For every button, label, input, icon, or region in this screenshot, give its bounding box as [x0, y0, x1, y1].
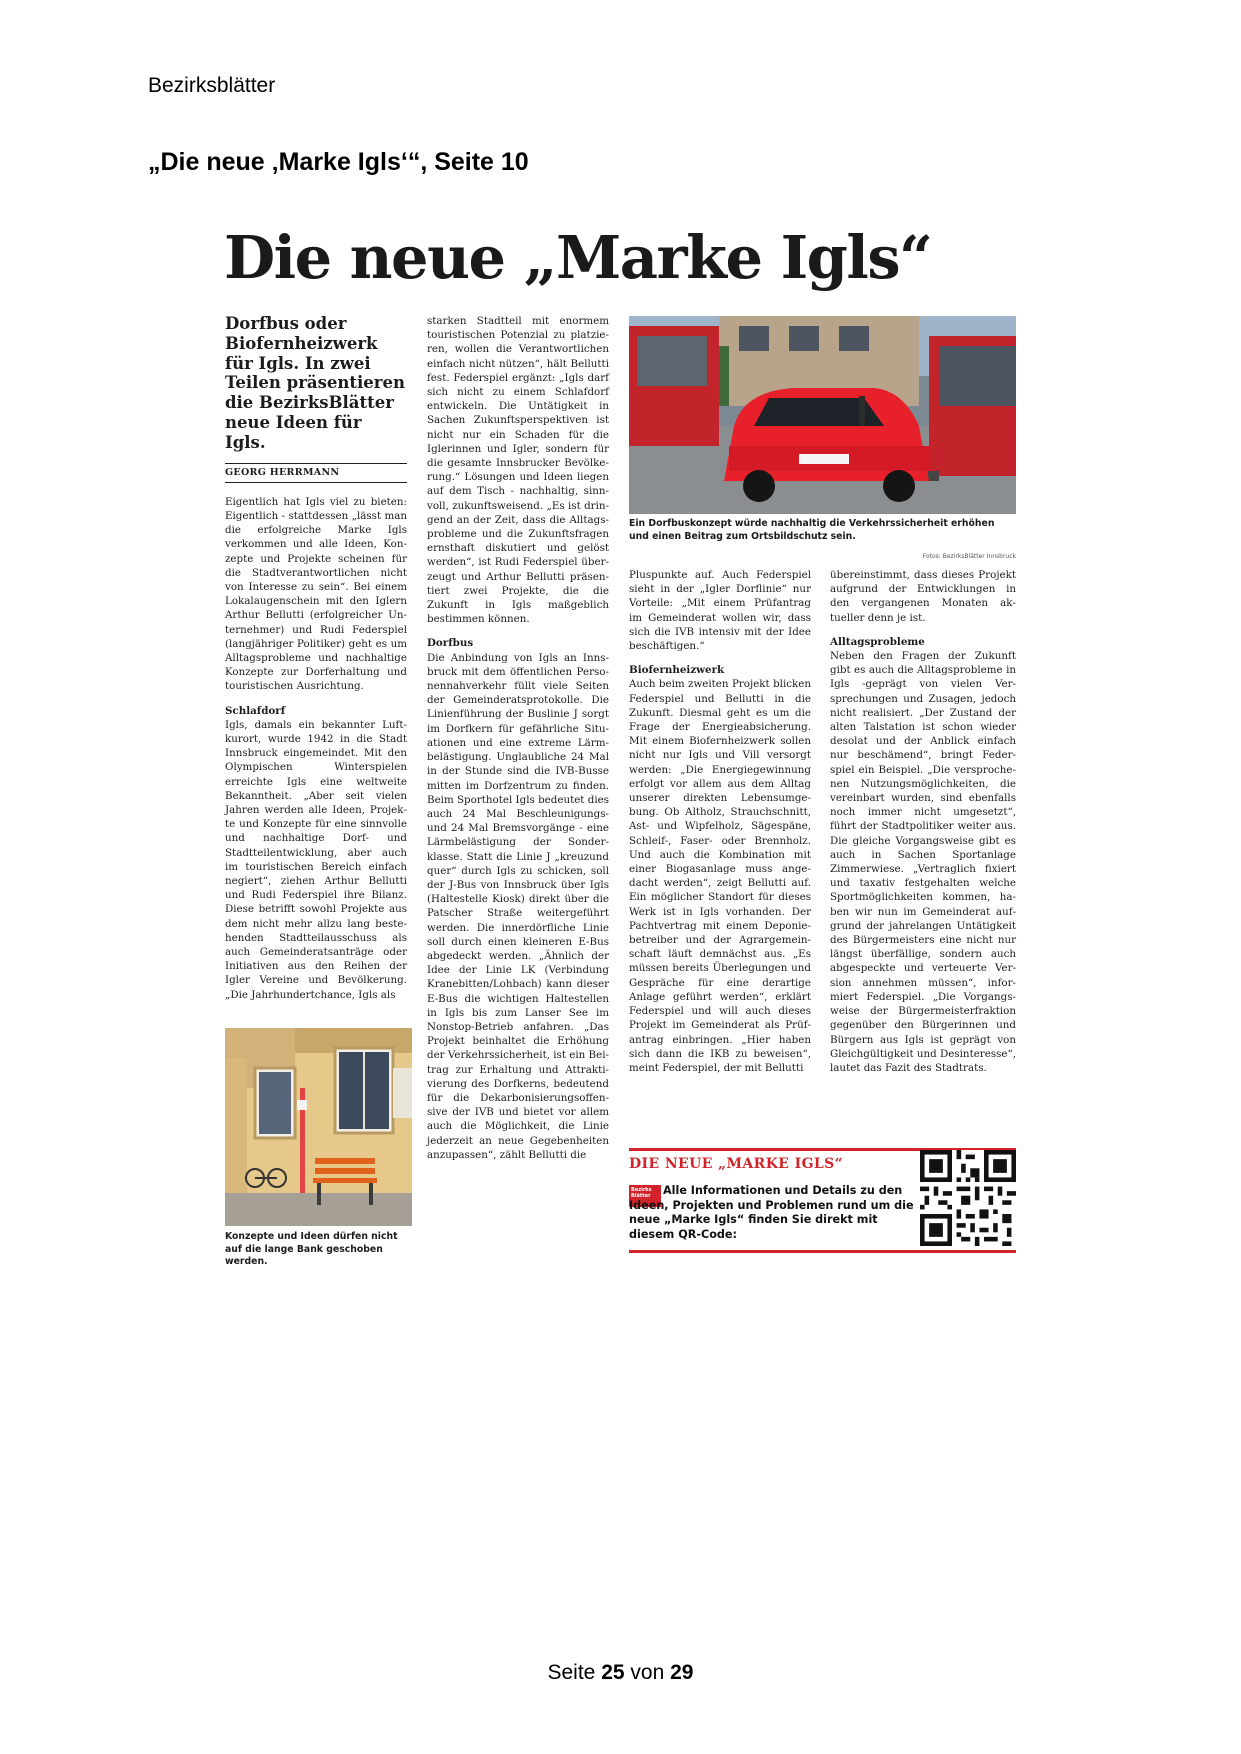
subheading-dorfbus: Dorfbus [427, 637, 474, 650]
infobox-title: DIE NEUE „MARKE IGLS“ [629, 1156, 844, 1172]
bezirksblaetter-logo: Bezirks Blätter [629, 1185, 661, 1207]
street-photo-caption: Ein Dorfbuskonzept würde nachhaltig die Verkehrssicherheit erhöhen und einen Beitrag zum Ortsbildschutz sein. [629, 518, 995, 542]
bench-photo [225, 1028, 412, 1226]
paragraph: Igls, damals ein bekannter Luftkurort, wurde 1942 in die Stadt Innsbruck eingemeindet. Mit den Olympischen Winterspielen erreichte Igls eine weltweite Bekanntheit. „Aber seit vielen Jahren werden alle Ideen, Projekte und Konzepte für eine sinnvolle und nachhaltige Dorf- und Stadtteilentwicklung, aber auch im touristischen Bereich einfach negiert“, ziehen Arthur Bellutti und Rudi Federspiel ihre Bilanz. Diese betrifft sowohl Projekte aus dem nicht mehr allzu lang bestehenden Stadtteilausschuss als auch Gemeinderatsanträge oder Initiativen aus den Reihen der Igler Vereine und Bevölkerung. „Die Jahrhundertchance, Igls als [225, 718, 407, 1001]
paragraph: Eigentlich hat Igls viel zu bieten: Eigentlich - stattdessen „lässt man die erfolgreiche Marke Igls verkommen und alle Ideen, Konzepte und Projekte scheinen für die Stadtverantwortlichen nicht von Interesse zu sein“. Bei einem Lokalaugenschein mit den Iglern Arthur Bellutti (erfolgreicher Unternehmer) und Rudi Federspiel (langjähriger Politiker) geht es um Alltagsprobleme und nachhaltige Konzepte zur Dorferhaltung und touristischen Ausrichtung. [225, 495, 407, 693]
article-lead: Dorfbus oder Biofernheizwerk für Igls. In zwei Teilen präsentieren die BezirksBlätter neue Ideen für Igls. [225, 314, 405, 452]
infobox-bottom-rule [629, 1250, 1016, 1253]
photo-credit: Fotos: BezirksBlätter Innsbruck [922, 553, 1016, 560]
newspaper-clipping [220, 223, 1020, 1273]
infobox-text: Alle Informationen und Details zu den Ideen, Projekten und Problemen rund um die neue „Marke Igls“ finden Sie direkt mit diesem QR-Code: [629, 1184, 914, 1241]
article-reference: „Die neue ‚Marke Igls‘“, Seite 10 [148, 148, 529, 176]
paragraph: Neben den Fragen der Zukunft gibt es auch die Alltagsprobleme in Igls -geprägt von vielen Versprechungen und Zusagen, jedoch nicht realisiert. „Der Zustand der alten Talstation ist schon wieder desolat und der Anblick einfach nur beschämend“, bringt Federspiel ein Beispiel. „Die versprochenen Nutzungsmöglichkeiten, die vereinbart wurden, sind ebenfalls noch immer nicht umgesetzt“, führt der Stadtpolitiker weiter aus. Die gleiche Vorgangsweise gibt es auch in Sachen Sportanlage Zimmerwiese. „Vertraglich fixiert und taxativ festgehalten welche Sportmöglichkeiten kommen, haben wir nun im Gemeinderat aufgrund der jahrelangen Untätigkeit des Bürgermeisters eine nicht nur längst überfällige, sondern auch abgespeckte und verteuerte Version annehmen müssen“, informiert Federspiel. „Die Vorgangsweise der Bürgermeisterfraktion gegenüber den Bürgerinnen und Bürgern aus Igls ist geprägt von Gleichgültigkeit und Desinteresse“, lautet das Fazit des Stadtrats. [830, 650, 1017, 1074]
paragraph: Pluspunkte auf. Auch Federspiel sieht in der „Igler Dorflinie“ nur Vorteile: „Mit einem Prüfantrag im Gemeinderat wollen wir, dass sich die IVB intensiv mit der Idee beschäftigen.“ [629, 569, 811, 653]
qr-code[interactable] [920, 1150, 1016, 1246]
subheading-schlafdorf: Schlafdorf [225, 704, 286, 717]
subheading-biofernheizwerk: Biofernheizwerk [629, 664, 725, 677]
paragraph: starken Stadtteil mit enormem touristischen Potenzial zu platzieren, wollen die Verantwortlichen einfach nicht nützen“, hält Bellutti fest. Federspiel ergänzt: „Igls darf sich nicht zu einem Schlafdorf entwickeln. Die Untätigkeit in Sachen Zukunftsperspektiven ist nicht nur ein Schaden für die Iglerinnen und Igler, sondern für die gesamte Innsbrucker Bevölkerung.“ Lösungen und Ideen liegen auf dem Tisch - nachhaltig, sinnvoll, zukunftsweisend. „Es ist dringend an der Zeit, dass die Alltagsprobleme und die Zukunftsfragen ernsthaft diskutiert und gelöst werden“, ist Rudi Federspiel überzeugt und Arthur Bellutti präsentiert zwei Projekte, die die Zukunft in Igls maßgeblich bestimmen können. [427, 315, 609, 626]
author-byline: GEORG HERRMANN [225, 463, 407, 483]
paragraph: Auch beim zweiten Projekt blicken Federspiel und Bellutti in die Zukunft. Diesmal geht es um die Frage der Energieabsicherung. Mit einem Biofernheizwerk sollen nicht nur Igls und Vill versorgt werden: „Die Energiegewinnung erfolgt vor allem aus dem Alltag unserer direkten Lebensumgebung. Ob Altholz, Strauchschnitt, Ast- und Wipfelholz, Sägespäne, Schleif-, Faser- oder Brennholz. Und auch die Kombination mit einer Biogasanlage muss angedacht werden“, zeigt Bellutti auf. Ein möglicher Standort für dieses Werk ist in Igls vorhanden. Der Pachtvertrag mit einem Deponiebetreiber und der Agrargemeinschaft läuft demnächst aus. „Es müssen bereits Überlegungen und Gespräche für eine derartige Anlage geführt werden“, erklärt Federspiel und will auch dieses Projekt im Gemeinderat als Prüfantrag einbringen. „Hier haben sich dann die IKB zu beweisen“, meint Federspiel, der mit Bellutti [629, 678, 811, 1074]
page-footer: Seite 25 von 29 [547, 1661, 694, 1684]
paragraph: Die Anbindung von Igls an Innsbruck mit dem öffentlichen Personennahverkehr füllt viele Seiten der Gemeinderatsprotokolle. Die Linienführung der Buslinie J sorgt im Dorfkern für gefährliche Situationen und eine extreme Lärmbelästigung. Unglaubliche 24 Mal in der Stunde sind die IVB-Busse mitten im Dorfzentrum zu finden. Beim Sporthotel Igls bedeutet dies auch 24 Mal Beschleunigungs- und 24 Mal Bremsvorgänge - eine Lärmbelästigung der Sonderklasse. Statt die Linie J „kreuzund quer“ durch Igls zu schicken, soll der J-Bus von Innsbruck über Igls (Haltestelle Kiosk) direkt über die Patscher Straße weitergeführt werden. Die innerdörfliche Linie soll durch einen kleineren E-Bus abgedeckt werden. „Ähnlich der Idee der Linie LK (Verbindung Kranebitten/Lohbach) kann dieser E-Bus die wichtigen Haltestellen in Igls bis zum Lanser See im Nonstop-Betrieb anfahren. „Das Projekt beinhaltet die Erhöhung der Verkehrssicherheit, ist ein Beitrag zur Erhaltung und Attraktivierung des Dorfkerns, bedeutend für die Dekarbonisierungsoffensive der IVB und bietet vor allem auch die Möglichkeit, die Linie jederzeit an neue Gegebenheiten anzupassen“, zählt Bellutti die [427, 651, 609, 1161]
bench-photo-caption: Konzepte und Ideen dürfen nicht auf die lange Bank geschoben werden. [225, 1231, 398, 1267]
column-3 [629, 568, 811, 1075]
column-1 [225, 314, 407, 1002]
publication-name: Bezirksblätter [148, 74, 276, 97]
paragraph: übereinstimmt, dass dieses Projekt aufgrund der Entwicklungen in den vergangenen Monaten aktueller denn je ist. [830, 569, 1016, 624]
column-4 [830, 568, 1016, 1075]
column-2 [427, 314, 609, 1162]
subheading-alltagsprobleme: Alltagsprobleme [830, 635, 925, 648]
article-headline: Die neue „Marke Igls“ [224, 223, 932, 292]
